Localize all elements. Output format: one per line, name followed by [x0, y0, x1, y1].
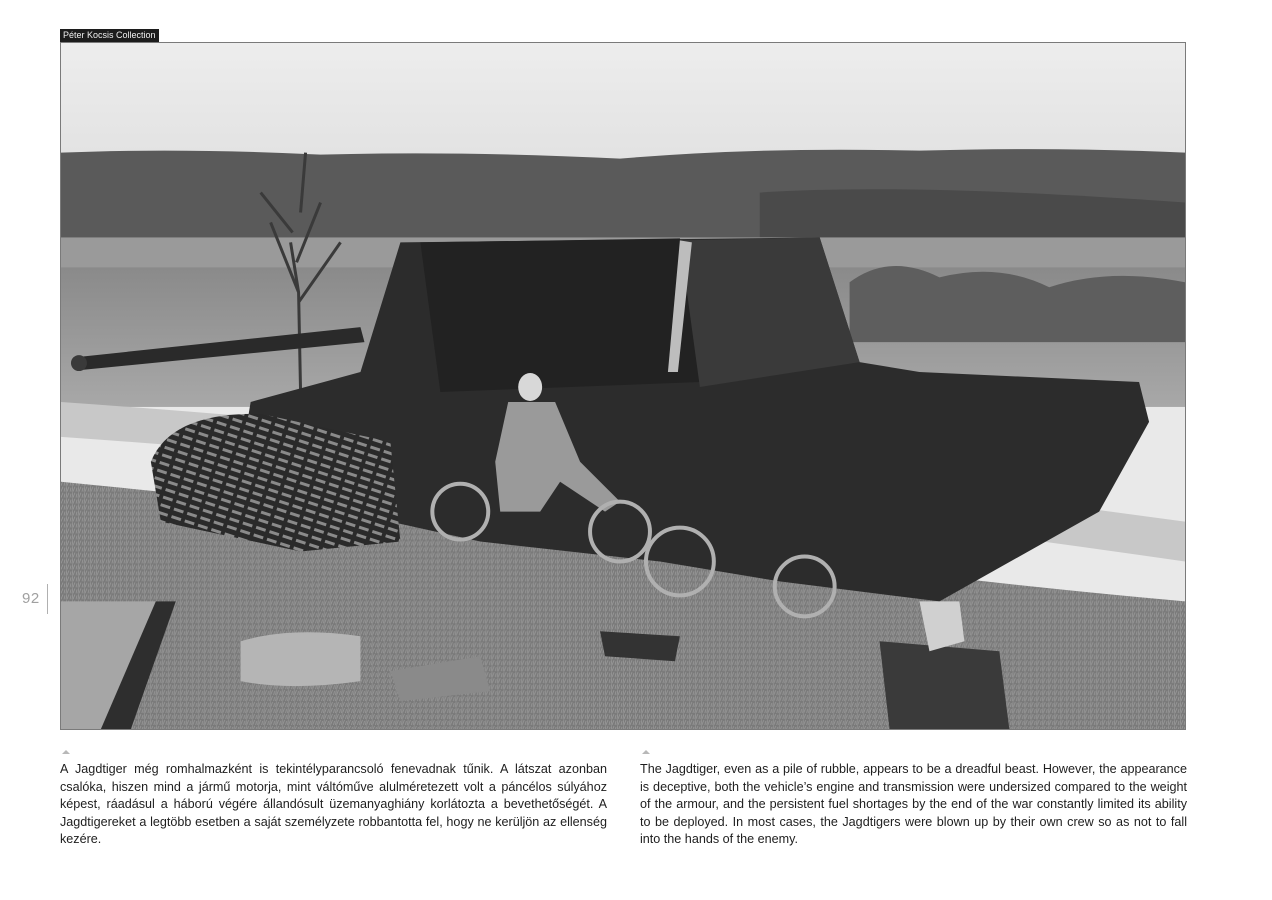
- caption-english: [640, 750, 1187, 849]
- caption-hungarian: [60, 750, 607, 849]
- photo-illustration: [61, 43, 1185, 729]
- photo-credit: Péter Kocsis Collection: [60, 29, 159, 42]
- caption-english-text: The Jagdtiger, even as a pile of rubble, appears to be a dreadful beast. However, the appearance is deceptive, both the vehicle’s engine and transmission were undersized compared to the weight of the armour, and the persistent fuel shortages by the end of the war constantly limited its ability to be deployed. In most cases, the Jagdtigers were blown up by their own crew so as not to fall into the hands of the enemy.: [640, 762, 1187, 847]
- destroyed-jagdtiger-photo: [60, 42, 1186, 730]
- caption-hungarian-text: A Jagdtiger még romhalmazként is tekintélyparancsoló fenevadnak tűnik. A látszat azonban csalóka, hiszen mind a jármű motorja, mint váltóműve alulméretezett volt a páncélos súlyához képest, ráadásul a háború végére állandósult üzemanyaghiány korlátozta a bevethetőségét. A Jagdtigereket a legtöbb esetben a saját személyzete robbantotta fel, hogy ne kerüljön az ellenség kezére.: [60, 762, 607, 847]
- page-number-rule: [47, 584, 48, 614]
- page-number: 92: [22, 590, 40, 607]
- caption-marker-icon: [62, 750, 70, 754]
- caption-marker-icon: [642, 750, 650, 754]
